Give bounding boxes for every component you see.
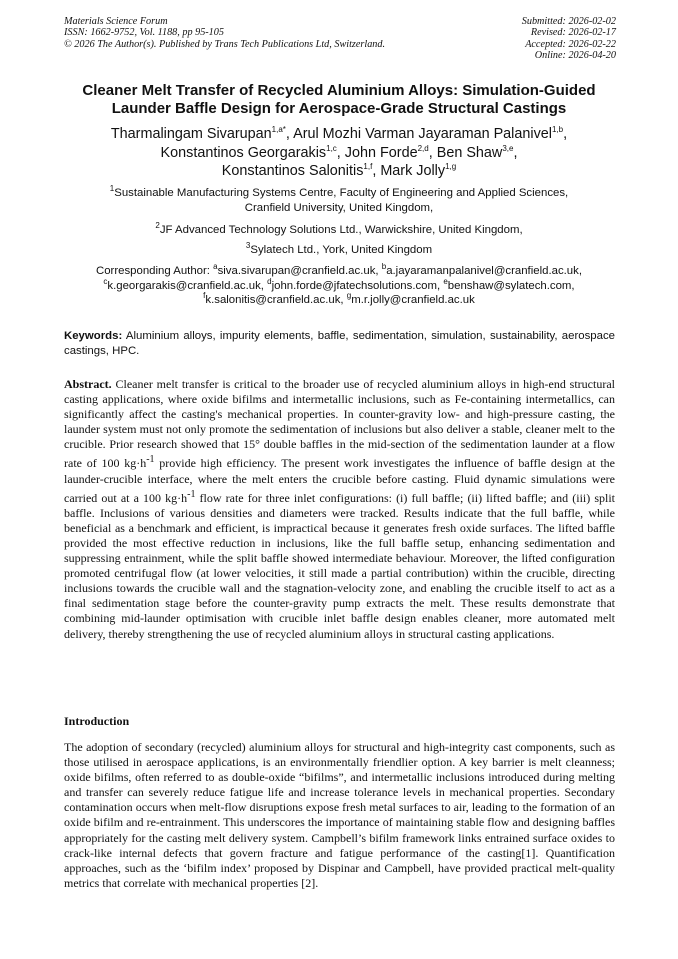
email-link[interactable]: a.jayaramanpalanivel@cranfield.ac.uk, [386, 265, 583, 277]
email-link[interactable]: k.salonitis@cranfield.ac.uk, [205, 294, 347, 307]
copyright-notice: © 2026 The Author(s). Published by Trans Tech Publications Ltd, Switzerland. [64, 38, 386, 50]
author-name: Ben Shaw [436, 144, 503, 161]
affiliation-text: Cranfield University, United Kingdom, [244, 201, 434, 214]
affiliation-2 [64, 223, 614, 238]
publication-dates [416, 16, 616, 61]
author-marker: 1,a* [271, 125, 286, 135]
email-link[interactable]: john.forde@jfatechsolutions.com, [271, 279, 444, 292]
email-link[interactable]: m.r.jolly@cranfield.ac.uk [351, 294, 475, 307]
introduction-text: The adoption of secondary (recycled) aluminium alloys for structural and high-integrity cast components, such as those utilised in aerospace applications, is an environmentally friendlier option. A key barrier is melt cleanness; oxide bifilms, often referred to as double-oxide “bifilms”, and intermetallic inclusions introduced during melting and transfer can severely reduce fatigue life and increase tolerance levels in mechanical properties. Secondary contamination occurs when melt-flow disruptions expose fresh metal surfaces to air, leading to the formation of an oxide bifilm and re-entrainment. This underscores the importance of maintaining stable flow and designing baffles appropriately for the casting melt delivery system. Campbell’s bifilm framework links entrained surface oxides to crack-like internal defects that govern fracture and fatigue performance of the casting[1]. Quantification approaches, such as the ‘bifilm index’ proposed by Dispinar and Campbell, have provided practical melt-quality metrics that correlate with mechanical properties [2]. [64, 740, 615, 890]
section-heading-introduction: Introduction [64, 714, 130, 728]
online-date: Online: 2026-04-20 [534, 49, 616, 61]
keywords [64, 329, 615, 358]
author-name: Tharmalingam Sivarupan [110, 126, 272, 142]
author-name: Arul Mozhi Varman Jayaraman Palanivel [293, 126, 552, 142]
affiliation-text: Sustainable Manufacturing Systems Centre, Faculty of Engineering and Applied Sciences, [114, 187, 569, 199]
author-marker: 1,b [551, 125, 564, 135]
author-line-2: Konstantinos Georgarakis$^{1,c}$, John Forde$^{2,d}$, Ben Shaw$^{3,e}$, [160, 143, 518, 161]
email-link[interactable]: k.georgarakis@cranfield.ac.uk, [107, 279, 268, 292]
author-marker: 3,e [502, 143, 514, 153]
abstract: Abstract. Cleaner melt transfer is critical to the broader use of recycled aluminium alloys in high-end structural casting applications, where oxide bifilms and intermetallic inclusions, such as Fe-containing intermetallics, can significantly affect the casting's mechanical properties. In counter-gravity low- and high-pressure casting, the launder system must not only promote the sedimentation of inclusions but also deliver a stable, cleaner melt to the crucible. Prior research showed that 15° double baffles in the mid-section of the sedimentation launder at a flow rate of 100 $kg\cdot h^{-1}$ provide high efficiency. The present work investigates the influence of baffle design at the launder-crucible interface, where the melt enters the crucible before casting. Fluid dynamic simulations were carried out at a 100 $kg\cdot h^{-1}$ flow rate for three inlet configurations: (i) full baffle; (ii) lifted baffle; and (iii) split baffle. Inclusions of various densities and diameters were tracked. Results indicate that the full baffle, while beneficial as a benchmark and efficient, is impractical because it generates fresh oxide surfaces. The lifted baffle provided the most effective reduction in inclusions, like the full baffle setup, enhancing sedimentation and suppressing entrainment, while the split baffle showed intermediate behaviour. Moreover, the lifted configuration promoted centrifugal flow (at lower velocities, it still made a partial contribution) within the crucible, directing inclusions towards the crucible wall and the stagnation-velocity zone, and enabling the crucible itself to act as a final sedimentation stage before the counter-gravity pump extracts the melt. These results demonstrate that combining mid-launder optimisation with crucible inlet baffle design enables cleaner, more automated melt delivery, thereby strengthening the use of recycled aluminium alloys in structural casting applications. [64, 377, 615, 641]
author-list [50, 125, 628, 181]
keywords-text: Aluminium alloys, impurity elements, baffle, sedimentation, simulation, sustainability, aerospace castings, HPC. [64, 330, 615, 357]
author-line-3: Konstantinos Salonitis$^{1,f}$, Mark Jolly$^{1,g}$ [221, 162, 457, 179]
author-name: Konstantinos Salonitis [221, 163, 364, 179]
abstract-label: Abstract. [64, 377, 112, 391]
affiliation-text: JF Advanced Technology Solutions Ltd., Warwickshire, United Kingdom, [159, 224, 523, 236]
author-line-1: Tharmalingam Sivarupan$^{1,a*}$, Arul Mozhi Varman Jayaraman Palanivel$^{1,b}$, [110, 125, 568, 142]
submitted-date: Submitted: 2026-02-02 [521, 16, 616, 27]
issn-volume: ISSN: 1662-9752, Vol. 1188, pp 95-105 [64, 27, 224, 39]
affiliation-marker: 1 [109, 184, 115, 194]
author-marker: 1,f [363, 162, 373, 172]
journal-name: Materials Science Forum [64, 16, 168, 27]
affiliation-marker: 3 [245, 241, 251, 251]
title-line-2: Launder Baffle Design for Aerospace-Grade Structural Castings [111, 100, 567, 117]
author-marker: 1,c [326, 143, 337, 153]
journal-info [64, 16, 464, 50]
corresponding-authors: Corresponding Author: $^a$siva.sivarupan@cranfield.ac.uk, $^b$a.jayaramanpalanivel@cranfield.ac.uk, $^c$k.georgarakis@cranfield.ac.uk, $^d$john.forde@jfatechsolutions.com, $^e$benshaw@sylatech.com, $^f$k.salonitis@cranfield.ac.uk, $^g$m.r.jolly@cranfield.ac.uk [95, 262, 583, 307]
author-marker: 2,d [417, 143, 429, 153]
corresponding-label: Corresponding Author: [95, 265, 214, 277]
author-name: Konstantinos Georgarakis [160, 144, 327, 161]
affiliation-text: Sylatech Ltd., York, United Kingdom [250, 244, 433, 256]
email-link[interactable]: benshaw@sylatech.com, [447, 279, 575, 292]
keywords-label: Keywords: [64, 330, 123, 342]
affiliation-1 [64, 186, 614, 215]
paper-title [50, 82, 628, 118]
affiliation-marker: 2 [155, 221, 160, 231]
accepted-date: Accepted: 2026-02-22 [525, 38, 616, 50]
affiliation-3 [64, 243, 614, 258]
revised-date: Revised: 2026-02-17 [530, 27, 616, 39]
author-marker: 1,g [445, 162, 457, 172]
title-line-1: Cleaner Melt Transfer of Recycled Aluminium Alloys: Simulation-Guided [82, 82, 596, 99]
author-name: Mark Jolly [380, 163, 446, 179]
email-link[interactable]: siva.sivarupan@cranfield.ac.uk, [217, 265, 382, 277]
author-name: John Forde [344, 144, 418, 161]
